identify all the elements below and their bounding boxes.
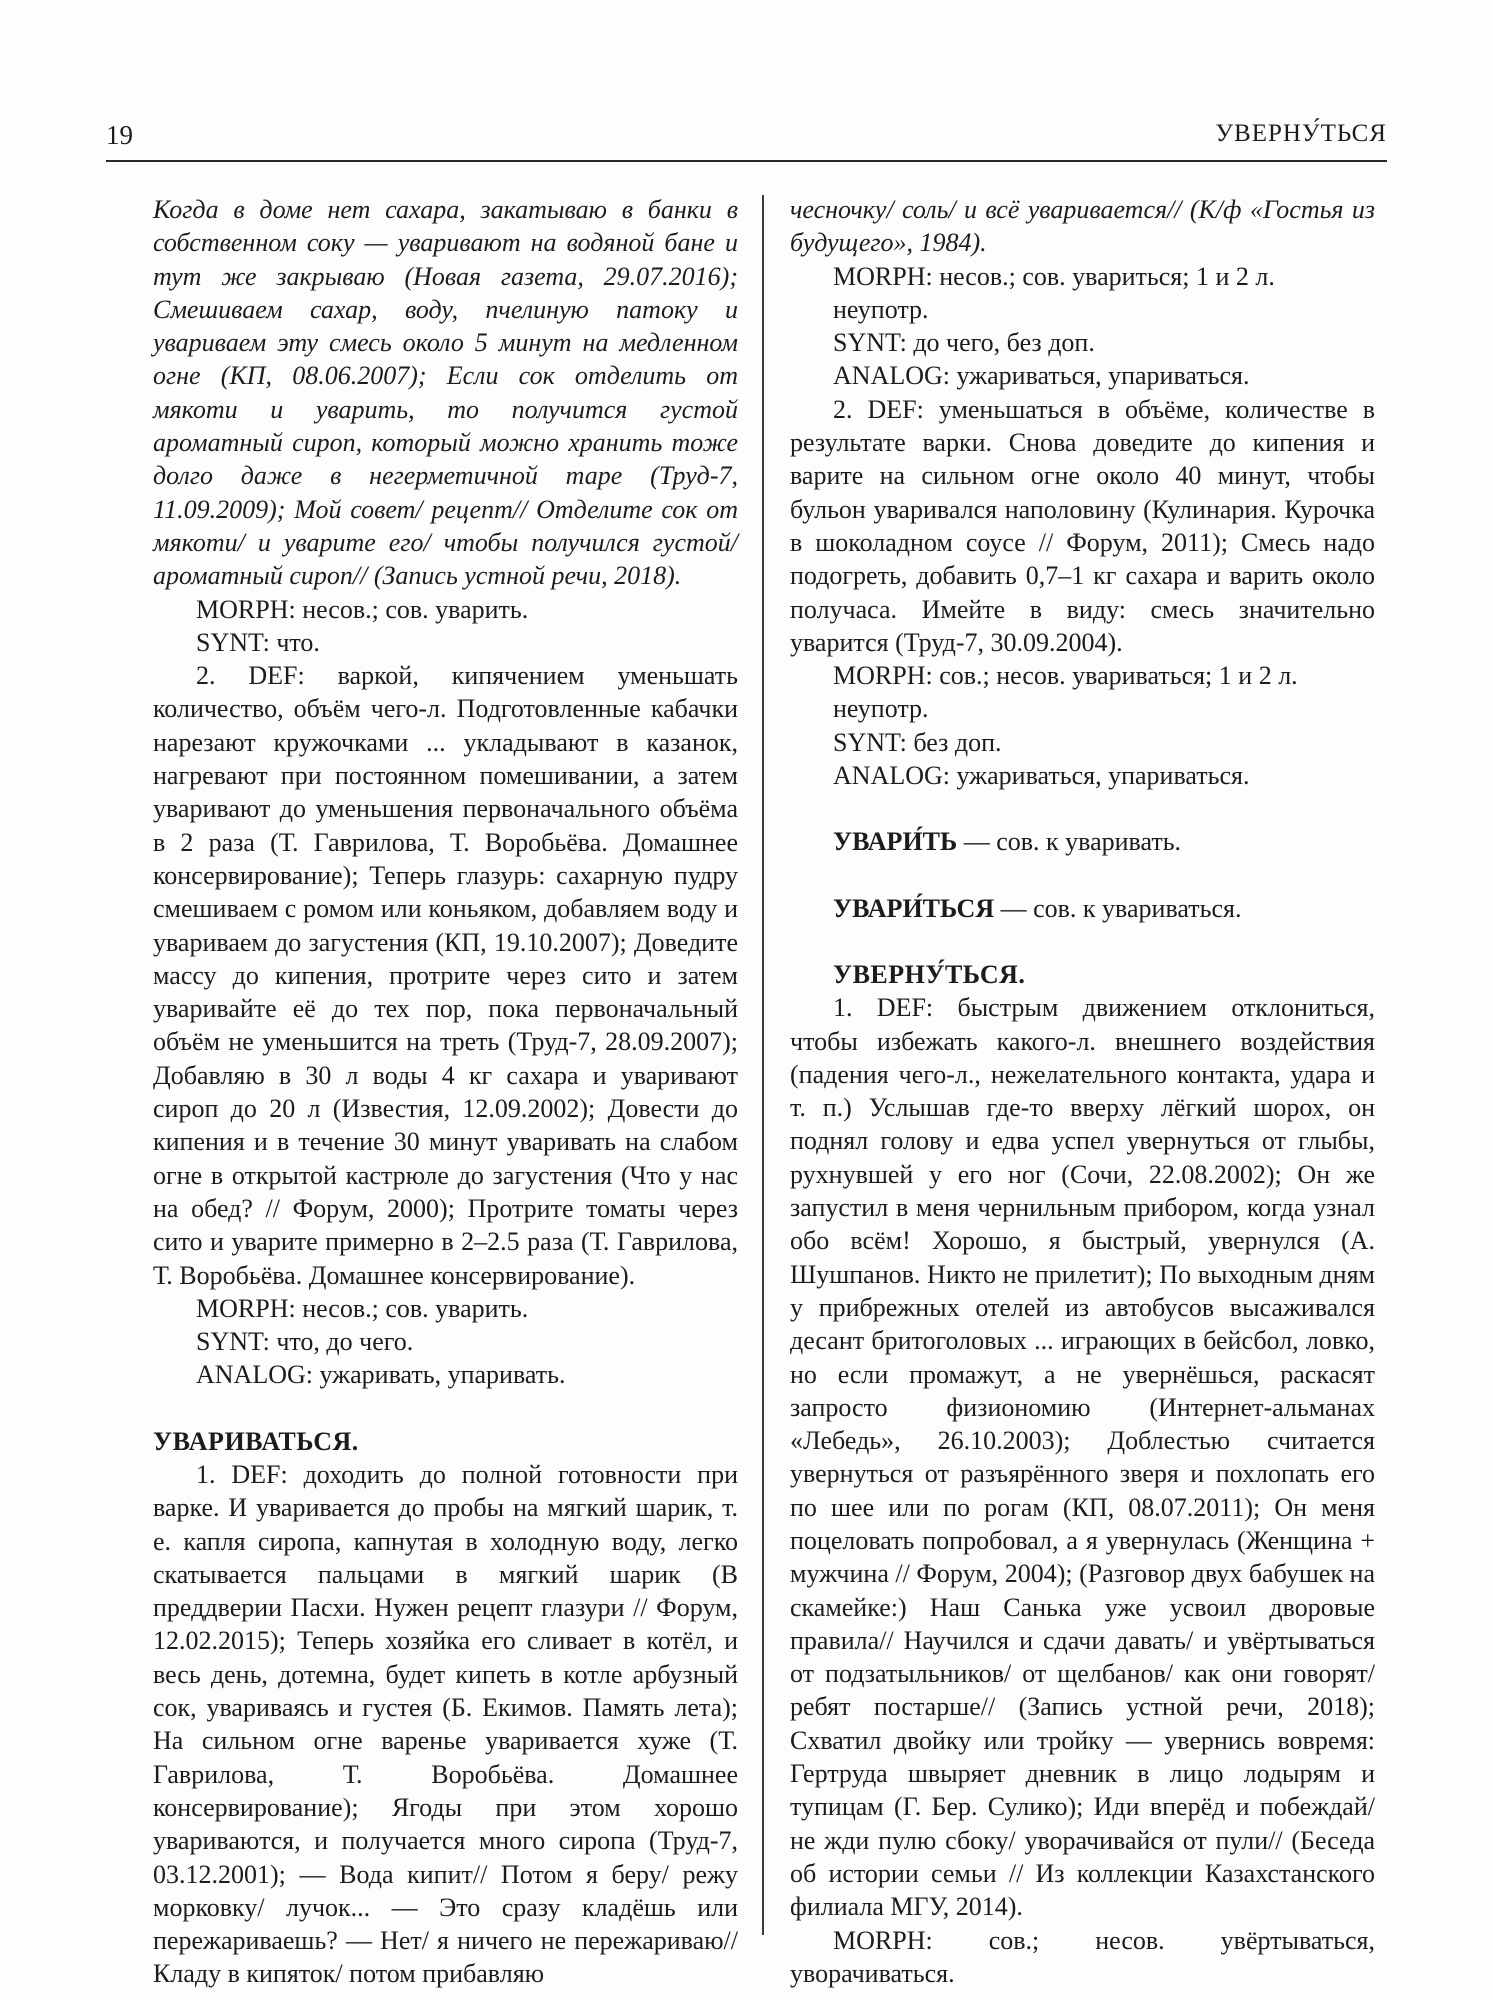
right-synt-1: SYNT: до чего, без доп. xyxy=(833,328,1095,358)
uvarivatsya-sense-1: 1. DEF: доходить до полной готовности при варке. И уваривается до пробы на мягкий шарик, т. е. капля сиропа, капнутая в холодную воду, легко скатывается пальцами в мягкий шарик (В преддверии Пасхи. Нужен рецепт глазури // Форум, 12.02.2015); Теперь хозяйка его сливает в котёл, и весь день, дотемна, будет кипеть в котле арбузный сок, увариваясь и густея (Б. Екимов. Память лета); На сильном огне варенье уваривается хуже (Т. Гаврилова, Т. Воробьёва. Домашнее консервирование); Ягоды при этом хорошо увариваются, и получается много сиропа (Труд-7, 03.12.2001); — Вода кипит// Потом я беру/ режу морковку/ лучок... — Это сразу кладёшь или пережариваешь? — Нет/ я ничего не пережариваю// Кладу в кипяток/ потом прибавляю xyxy=(153,1459,738,1989)
entry-title-uvernutsya: УВЕРНУ́ТЬСЯ. xyxy=(833,959,1026,989)
left-synt-1: SYNT: что. xyxy=(196,627,320,657)
entry-uvaritsya xyxy=(790,892,1375,925)
spacer xyxy=(790,859,1375,892)
page-header xyxy=(106,120,1387,162)
left-analog-2: ANALOG: ужаривать, упаривать. xyxy=(196,1360,566,1390)
running-head: УВЕРНУ́ТЬСЯ xyxy=(1215,120,1387,147)
right-sense-2: 2. DEF: уменьшаться в объёме, количестве в результате варки. Снова доведите до кипения и варите на сильном огне около 40 минут, чтобы бульон уваривался наполовину (Кулинария. Курочка в шоколадном соусе // Форум, 2011); Смесь надо подогреть, добавить 0,7–1 кг сахара и варить около получаса. Имейте в виду: смесь значительно уварится (Труд-7, 30.09.2004). xyxy=(790,394,1375,657)
right-analog-1: ANALOG: ужариваться, упариваться. xyxy=(833,361,1250,391)
right-column xyxy=(790,193,1375,1988)
left-synt-2: SYNT: что, до чего. xyxy=(196,1327,414,1357)
spacer xyxy=(790,792,1375,825)
left-morph-2: MORPH: несов.; сов. уварить. xyxy=(196,1293,529,1323)
page-number: 19 xyxy=(106,120,133,150)
right-continued-example: чесночку/ соль/ и всё уваривается// (К/ф «Гостья из будущего», 1984). xyxy=(790,195,1375,258)
entry-title-uvarivatsya: УВАРИВАТЬСЯ. xyxy=(153,1426,359,1456)
right-morph-2: MORPH: сов.; несов. увариваться; 1 и 2 л. неупотр. xyxy=(833,661,1298,724)
uvernutsya-sense-1: 1. DEF: быстрым движением отклониться, чтобы избежать какого-л. внешнего воздействия (падения чего-л., нежелательного контакта, удара и т. п.) Услышав где-то вверху лёгкий шорох, он поднял голову и едва успел увернуться от глыбы, рухнувшей у его ног (Сочи, 22.08.2002); Он же запустил в меня чернильным прибором, когда узнал обо всём! Хорошо, я быстрый, увернулся (А. Шушпанов. Никто не прилетит); По выходным дням у прибрежных отелей из автобусов высаживался десант бритоголовых ... играющих в бейсбол, ловко, но если промажут, а не увернёшься, раскасят запросто физиономию (Интернет-альманах «Лебедь», 26.10.2003); Доблестью считается увернуться от разъярённого зверя и похлопать его по шее или по рогам (КП, 08.07.2011); Он меня поцеловать попробовал, а я увернулась (Женщина + мужчина // Форум, 2004); (Разговор двух бабушек на скамейке:) Наш Санька уже усвоил дворовые правила// Научился и сдачи давать/ и увёртываться от подзатыльников/ от щелбанов/ как они говорят/ ребят постарше// (Запись устной речи, 2018); Схватил двойку или тройку — увернись вовремя: Гертруда швыряет дневник в лицо лодырям и тупицам (Г. Бер. Сулико); Иди вперёд и побеждай/ не жди пулю сбоку/ уворачивайся от пули// (Беседа об истории семьи // Из коллекции Казахстанского филиала МГУ, 2014). xyxy=(790,993,1375,1922)
headword-uvaritsya: УВАРИ́ТЬСЯ xyxy=(833,893,995,923)
left-column xyxy=(153,193,738,1989)
right-synt-2: SYNT: без доп. xyxy=(833,727,1002,757)
uvernutsya-morph: MORPH: сов.; несов. увёртываться, уворачиваться. xyxy=(790,1925,1375,1988)
left-continued-examples: Когда в доме нет сахара, закатываю в банки в собственном соку — уваривают на водяной бане и тут же закрываю (Новая газета, 29.07.2016); Смешиваем сахар, воду, пчелиную патоку и увариваем эту смесь около 5 минут на медленном огне (КП, 08.06.2007); Если сок отделить от мякоти и уварить, то получится густой ароматный сироп, который можно хранить тоже долго даже в негерметичной таре (Труд-7, 11.09.2009); Мой совет/ рецепт// Отделите сок от мякоти/ и уварите его/ чтобы получился густой/ ароматный сироп// (Запись устной речи, 2018). xyxy=(153,195,738,591)
right-morph-1: MORPH: несов.; сов. увариться; 1 и 2 л. неупотр. xyxy=(833,261,1275,324)
spacer xyxy=(153,1392,738,1425)
right-analog-2: ANALOG: ужариваться, упариваться. xyxy=(833,761,1250,791)
left-morph-1: MORPH: несов.; сов. уварить. xyxy=(196,594,529,624)
uvarit-ref: — сов. к уваривать. xyxy=(957,827,1182,857)
uvaritsya-ref: — сов. к увариваться. xyxy=(994,893,1242,923)
spacer xyxy=(790,925,1375,958)
column-divider xyxy=(762,195,764,1935)
left-sense-2: 2. DEF: варкой, кипячением уменьшать количество, объём чего-л. Подготовленные кабачки нарезают кружочками ... укладывают в казанок, нагревают при постоянном помешивании, а затем уваривают до уменьшения первоначального объёма в 2 раза (Т. Гаврилова, Т. Воробьёва. Домашнее консервирование); Теперь глазурь: сахарную пудру смешиваем с ромом или коньяком, добавляем воду и увариваем до загустения (КП, 19.10.2007); Доведите массу до кипения, протрите через сито и затем уваривайте её до тех пор, пока первоначальный объём не уменьшится на треть (Труд-7, 28.09.2007); Добавляю в 30 л воды 4 кг сахара и уваривают сироп до 20 л (Известия, 12.09.2002); Довести до кипения и в течение 30 минут уваривать на слабом огне в открытой кастрюле до загустения (Что у нас на обед? // Форум, 2000); Протрите томаты через сито и уварите примерно в 2–2.5 раза (Т. Гаврилова, Т. Воробьёва. Домашнее консервирование). xyxy=(153,661,738,1290)
entry-uvarit xyxy=(790,825,1375,858)
headword-uvarit: УВАРИ́ТЬ xyxy=(833,827,958,857)
